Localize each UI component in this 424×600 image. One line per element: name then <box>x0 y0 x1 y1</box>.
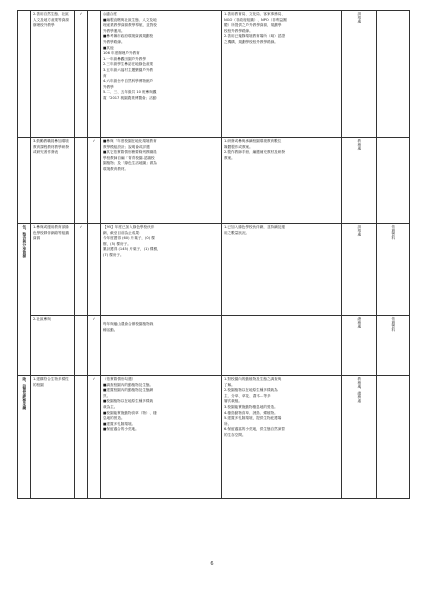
note-cell <box>377 11 410 138</box>
practice-line: 樹，(5) 棵房子。 <box>103 241 131 246</box>
check-cell-empty <box>88 224 101 316</box>
item-cell: 3.鼓勵教職員參加環境教育課程教材教學研發或研究著作發表 <box>31 138 75 224</box>
practice-line: ■保留適合的小荒地。 <box>103 427 139 432</box>
plan-line: 主、分草、草花、喬木…等多 <box>224 393 271 398</box>
practice-line: 種活動。 <box>103 327 118 332</box>
plan-line: 所。 <box>224 421 232 426</box>
unit-cell <box>342 376 377 499</box>
checkmark: ✓ <box>79 225 83 229</box>
checkmark: ✓ <box>79 12 83 16</box>
note-cell <box>377 376 410 499</box>
plan-line: 了解。 <box>224 382 235 387</box>
plan-cell <box>222 224 342 316</box>
unit-label: 教務處 <box>357 139 362 150</box>
plan-cell <box>222 138 342 224</box>
check-cell <box>75 224 88 316</box>
unit-cell <box>342 316 377 376</box>
practice-line: 外教學運用。 <box>103 28 125 33</box>
plan-line: 1.對校園內的動植物及生態之調查與 <box>224 377 282 381</box>
practice-line: 累計獲得 (145) 片葉子，(1) 棵樹， <box>103 247 161 252</box>
plan-line: NGO（非政府組織）、NPO（非利益團 <box>224 17 287 22</box>
note-cell <box>377 224 410 316</box>
practice-line: 5.二、三、五年級共 10 班參與觀 <box>103 90 157 95</box>
unit-label: 訓導處 <box>357 12 362 23</box>
check-cell-empty <box>88 11 101 138</box>
practice-line: 外教學 <box>103 84 114 89</box>
practice-line: 園植物」及「綠色生活地圖」做為 <box>103 161 157 166</box>
practice-line: 106 年度辦理戶外教育 <box>103 51 140 56</box>
plan-cell <box>222 316 342 376</box>
practice-line: 環境教育教材。 <box>103 166 129 171</box>
practice-line: ■調查校園內的動植物及生態。 <box>103 382 154 387</box>
plan-cell <box>222 11 342 138</box>
unit-cell <box>342 138 377 224</box>
practice-line: ■編製直轄與社區生態、人文及地 <box>103 17 157 22</box>
practice-line: 外教學路線。 <box>103 39 125 44</box>
plan-line: 用之數量狀況。 <box>224 230 250 235</box>
practice-line: 頁。 <box>103 393 111 398</box>
practice-cell <box>101 224 222 316</box>
check-cell <box>88 316 101 376</box>
practice-line: 每年與龜山農會合辦校園植物栽 <box>103 322 154 326</box>
item-cell: 2.社區參與 <box>31 316 75 376</box>
plan-line: 層次栽植。 <box>224 399 242 404</box>
practice-line: 學校教師自編「青青校園-認識校 <box>103 155 155 160</box>
practice-line: (7) 棵房子。 <box>103 252 124 257</box>
note-label: 依據實料 <box>391 317 396 332</box>
practice-cell <box>101 316 222 376</box>
plan-line: 5.建置多孔隙環境，提供生物庇護場 <box>224 416 282 421</box>
practice-line: ■校園能實施動物食草（物）、棲 <box>103 410 157 415</box>
practice-line: 理產業教學資源教學導航，並對校 <box>103 23 157 28</box>
practice-cell <box>101 11 222 138</box>
practice-line: ■其他 <box>103 45 114 50</box>
practice-line: 1.一年級參觀田園戶外教學 <box>103 56 146 61</box>
practice-line: ■建置多孔隙環境。 <box>103 421 136 426</box>
practice-line: 息地的營造。 <box>103 416 125 421</box>
item-cell: 1.參與或運用教育部綠色學校夥伴網絡等組織資源 <box>31 224 75 316</box>
table-row <box>18 11 410 138</box>
plan-line: 校校外教學路線。 <box>224 28 253 33</box>
practice-line: 育 <box>103 73 107 78</box>
practice-line: 教學模組設計」說明會或評選 <box>103 144 150 149</box>
practice-line: 賞「2017 桃園農業博覽會」活動 <box>103 95 157 100</box>
note-label: 依據實料 <box>391 225 396 240</box>
practice-cell <box>101 138 222 224</box>
category-label: 伍、整合與分享資源 <box>22 225 27 258</box>
plan-line: 媒體製作或教案。 <box>224 144 253 149</box>
plan-line: 1.已加入綠色學校伙伴網，並持續及運 <box>224 225 285 229</box>
practice-line: 栽為主。 <box>103 404 118 409</box>
unit-cell <box>342 11 377 138</box>
practice-line: 3.五年級六福村主題樂園戶外教 <box>103 67 154 72</box>
plan-line: 3.校園能實施動物棲息地的營造。 <box>224 404 278 409</box>
plan-line: 2.製作教師手冊、編選補充教材及研發 <box>224 150 285 155</box>
unit-label: 教務處、總務處 <box>357 377 362 403</box>
practice-line: 2.三年級學生參訪在地綠色產業 <box>103 62 154 67</box>
check-cell-empty <box>75 138 88 224</box>
unit-label: 總務處 <box>357 317 362 328</box>
checkmark: ✓ <box>92 139 96 143</box>
check-cell <box>88 138 101 224</box>
practice-cell <box>101 376 222 499</box>
item-cell: 1.建構符合生物多樣性的校園 <box>31 376 75 499</box>
practice-line: ■校園植物以在地原生種多樣栽 <box>103 399 154 404</box>
practice-line: 今年度獲得 (60) 片葉子，(0) 棵 <box>103 236 155 241</box>
plan-line: 的生存空間。 <box>224 432 246 437</box>
practice-line: 4.六年級台中自然科學博物館戶 <box>103 79 154 84</box>
unit-cell <box>342 224 377 316</box>
category-cell <box>18 224 31 376</box>
plan-line: 之機構，規劃學校校外教學路線。 <box>224 39 278 44</box>
check-cell <box>75 11 88 138</box>
evaluation-table <box>17 10 410 499</box>
page-number: 6 <box>210 561 214 567</box>
plan-line: 體）所提供之戶外教學資源，規劃學 <box>224 23 282 28</box>
check-cell-empty <box>75 376 88 499</box>
note-cell <box>377 316 410 376</box>
note-cell <box>377 138 410 224</box>
table-row <box>18 376 410 499</box>
table-row <box>18 138 410 224</box>
plan-line: 4.棲鳥動物食草、誘鳥、蝶植物。 <box>224 410 278 415</box>
plan-line: 1.研發或參與承續校園環境教育數位 <box>224 139 282 143</box>
practice-line: ■參與「年度校園在地化環境教育 <box>103 139 157 143</box>
check-cell <box>88 376 101 499</box>
category-cell <box>18 138 31 224</box>
table-row <box>18 224 410 316</box>
checkmark: ✓ <box>92 377 96 381</box>
category-cell <box>18 376 31 499</box>
unit-label: 訓導處 <box>357 225 362 236</box>
checkmark: ✓ <box>92 317 96 321</box>
plan-line: 教案。 <box>224 155 235 160</box>
item-cell: 2.善用自然生態、社區人文及地方產業等資源辦理校外教學 <box>31 11 75 138</box>
practice-line: ◎適合度 <box>103 12 117 16</box>
plan-line: 2.校園植物以在地原生種多樣栽為 <box>224 388 278 393</box>
table-row <box>18 316 410 376</box>
practice-line: ■其它依實際情形簡要條列教職員 <box>103 150 157 155</box>
category-label: 陸、設置及經營永續 <box>22 377 27 410</box>
practice-line: 網，截至目前為止成果： <box>103 230 143 235</box>
practice-line: 【95】年度已加入綠色學校伙伴 <box>103 225 155 229</box>
practice-line: ■參考縣市政府環境資源規劃校 <box>103 34 154 39</box>
plan-line: 6.保留適當的小荒地，供生態自然演替 <box>224 427 285 432</box>
category-cell <box>18 11 31 138</box>
practice-line: ■建置校園內的動植物及生態網 <box>103 388 154 393</box>
check-cell-empty <box>75 316 88 376</box>
plan-cell <box>222 376 342 499</box>
plan-line: 1.善用教育局、文化局、客家事務局、 <box>224 12 285 16</box>
plan-line: 2.善用已蒐錄環境教育場所（域）認證 <box>224 34 285 39</box>
practice-line: （依實際情形勾選） <box>103 377 136 381</box>
